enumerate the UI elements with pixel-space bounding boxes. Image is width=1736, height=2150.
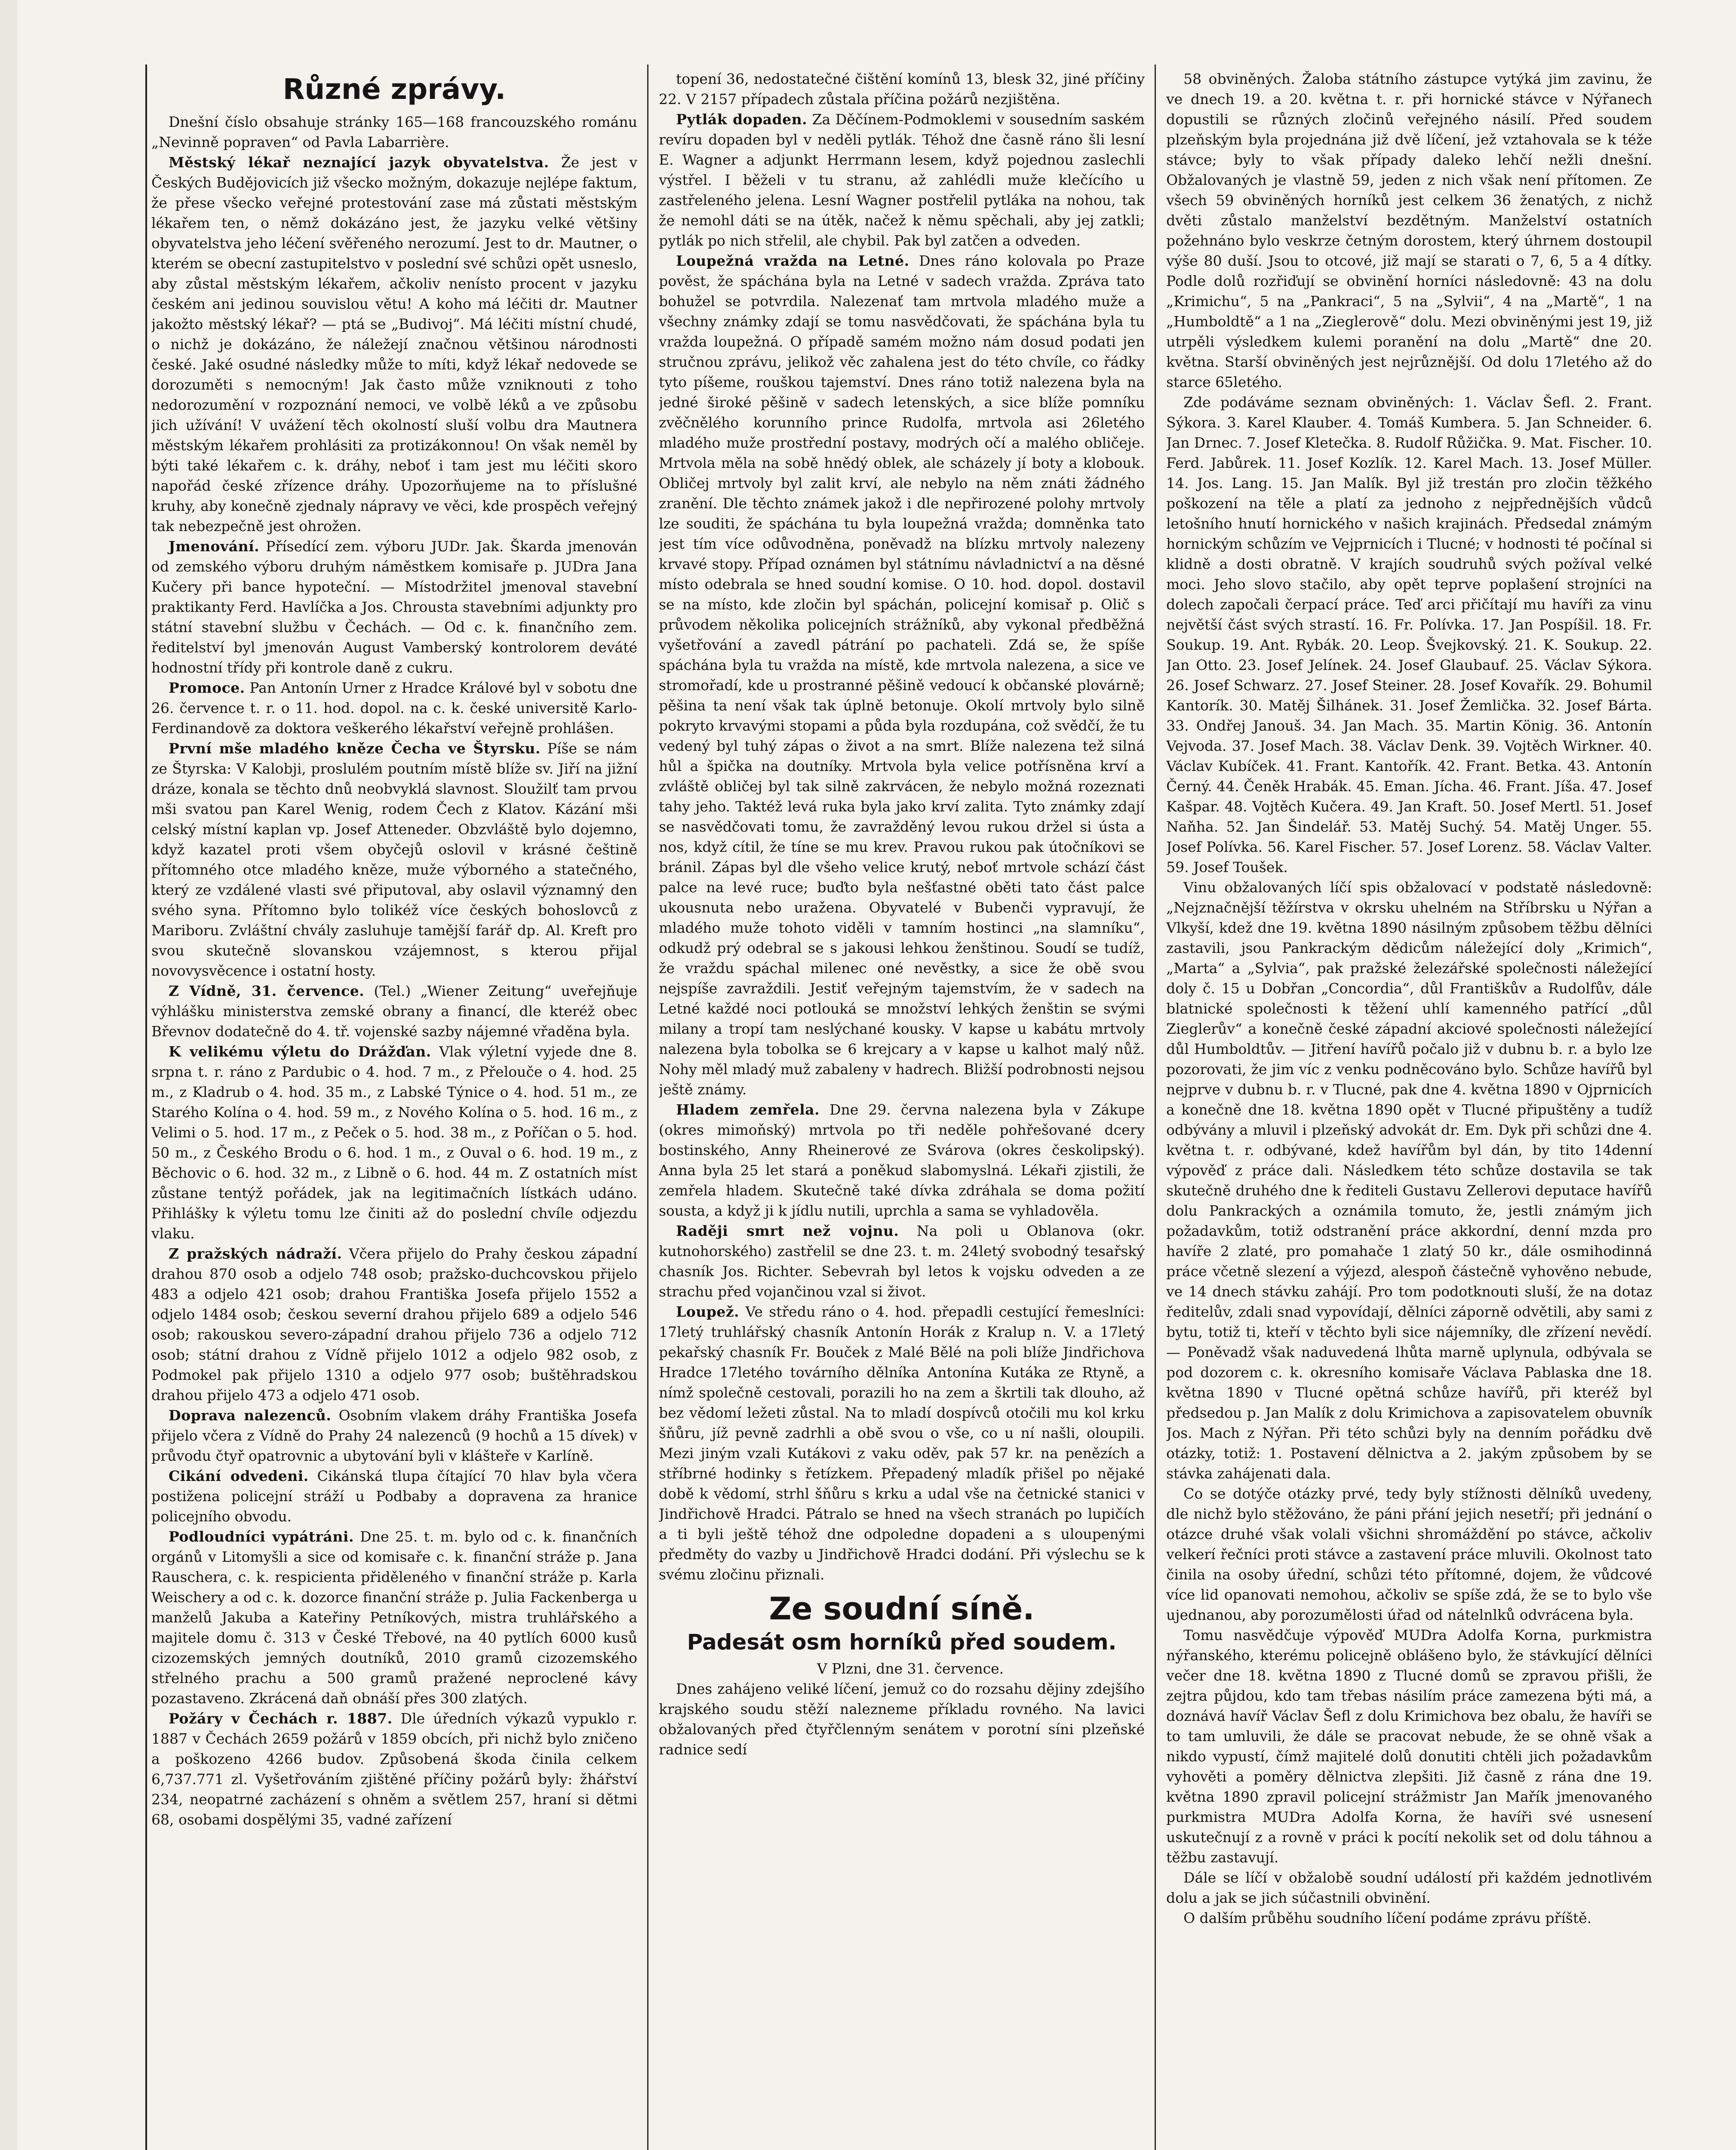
article-text: Přísedící zem. výboru JUDr. Jak. Škarda jmenován od zemského výboru druhým náměstkem komisaře p. JUDra Jana Kučery při bance hypoteční. — Místodržitel jmenoval stavební praktikanty Ferd. Havlíčka a Jos. Chrousta stavebními adjunkty pro státní stavební službu v Čechách. — Od c. k. finančního zem. ředitelství byl jmenován August Vamberský kontrolorem deváté hodnostní třídy při kontrole daně z cukru.	[151, 538, 637, 676]
article-paragraph	[1166, 69, 1652, 392]
article-rubric: Hladem zemřela.	[676, 1101, 820, 1118]
article-paragraph	[151, 1041, 637, 1244]
article-rubric: Podloudníci vypátráni.	[169, 1528, 354, 1545]
article-rubric: Promoce.	[169, 679, 245, 696]
article-rubric: Z Vídně, 31. července.	[169, 983, 365, 999]
article-paragraph	[1166, 877, 1652, 1484]
article-paragraph	[151, 1466, 637, 1526]
article-paragraph	[151, 536, 637, 678]
article-list	[1166, 69, 1652, 1928]
article-text: Dle úředních výkazů vypuklo r. 1887 v Čechách 2659 požárů v 1859 obcích, při nichž bylo zničeno a poškozeno 4266 budov. Způsobená škoda činila celkem 6,737.771 zl. Vyšetřováním zjištěné příčiny požárů byly: žhářství 234, neopatrné zacházení s ohněm a světlem 257, hraní si dětmi 68, osobami dospělými 35, vadné zařízení	[151, 1710, 637, 1828]
article-text: Za Děčínem-Podmoklemi v sousedním saském revíru dopaden byl v neděli pytlák. Téhož dne časně ráno šli lesní E. Wagner a adjunkt Herrmann lesem, když pojednou zaslechli výstřel. I běželi v tu stranu, až zahlédli muže klečícího u zastřeleného jelena. Lesní Wagner postřelil pytláka na nohou, tak že nemohl dáti se na útěk, načež k němu spěchali, aby jej zatkli; pytlák po nich střelil, ale chybil. Pak byl zatčen a odveden.	[659, 111, 1145, 249]
article-paragraph	[151, 981, 637, 1041]
article-paragraph	[1166, 1867, 1652, 1908]
article-paragraph	[151, 1405, 637, 1466]
article-rubric: Pytlák dopaden.	[676, 111, 808, 128]
article-paragraph	[1166, 1625, 1652, 1867]
article-rubric: Požáry v Čechách r. 1887.	[169, 1710, 393, 1727]
article-text: Osobním vlakem dráhy Františka Josefa přijelo včera z Vídně do Prahy 24 nalezenců (9 hochů a 15 dívek) v průvodu čtyř opatrovnic a ubytování byli v klášteře v Karlíně.	[151, 1407, 637, 1464]
page-edge	[0, 0, 17, 2150]
article-rubric: Raději smrt než vojnu.	[676, 1222, 899, 1239]
article-paragraph	[659, 1100, 1145, 1221]
section-heading: Různé zprávy.	[283, 73, 506, 106]
column-middle	[659, 69, 1145, 2150]
article-list	[151, 112, 637, 1830]
article-paragraph	[1166, 392, 1652, 877]
article-text: 58 obviněných. Žaloba státního zástupce vytýká jim zavinu, že ve dnech 19. a 20. května t. r. při hornické stávce v Nýřanech dopustili se různých zločinů veřejného násilí. Před soudem plzeňským byla projednána již dvě líčení, jež vztahovala se k téže stávce; byly to však případy daleko lehčí nežli dnešní. Obžalovaných je vlastně 59, jeden z nich však není přítomen. Ze všech 59 obviněných horníků jest celkem 36 ženatých, z nichž dvěti zůstalo manželství bezdětným. Manželství ostatních požehnáno bylo veskrze četným dorostem, který úhrnem dostoupil výše 80 duší. Jsou to otcové, již mají se starati o 7, 6, 5 a 4 dítky. Podle dolů rozřiďují se obvinění horníci následovně: 43 na dolu „Krimichu“, 5 na „Pankraci“, 5 na „Sylvii“, 4 na „Martě“, 1 na „Humboldtě“ a 1 na „Zieglerově“ dolu. Mezi obviněnými jest 19, již utrpěli výsledkem kulemi poranění na dolu „Martě“ dne 20. května. Starší obviněných jest nejrůznější. Od dolu 17letého až do starce 65letého.	[1166, 71, 1652, 390]
article-paragraph	[659, 69, 1145, 109]
article-rubric: Jmenování.	[169, 538, 260, 555]
article-text: Dnešní číslo obsahuje stránky 165—168 francouzského románu „Nevinně popraven“ od Pavla Labarrière.	[151, 114, 637, 150]
article-text: Dále se líčí v obžalobě soudní událostí při každém jednotlivém dolu a jak se jich súčastnili obvinění.	[1166, 1869, 1652, 1906]
article-text: Pan Antonín Urner z Hradce Králové byl v sobotu dne 26. července t. r. o 11. hod. dopol. na c. k. české universitě Karlo-Ferdinandově za doktora veškerého lékařství veřejně prohlášen.	[151, 679, 637, 737]
court-section-title: Ze soudní síně.	[769, 1591, 1035, 1627]
article-rubric: Z pražských nádraží.	[169, 1245, 342, 1262]
article-rubric: K velikému výletu do Drážďan.	[169, 1043, 431, 1060]
article-paragraph	[151, 738, 637, 981]
column-left	[151, 69, 637, 2150]
article-paragraph	[151, 1526, 637, 1708]
dateline: V Plzni, dne 31. července.	[817, 1660, 1004, 1677]
article-paragraph	[151, 1708, 637, 1830]
court-section-subtitle: Padesát osm horníků před soudem.	[687, 1630, 1117, 1655]
article-text: Cikánská tlupa čítající 70 hlav byla včera postižena policejní stráží u Podbaby a dopravena za hranice policejního obvodu.	[151, 1468, 637, 1525]
article-text: Tomu nasvědčuje výpověď MUDra Adolfa Korna, purkmistra nýřanského, kterému policejně oblášeno bylo, že stávkující dělníci večer dne 18. května 1890 z Tlucné domů se zpravou přišli, že zejtra půjdou, kdo tam třebas násilím práce zamezena býti má, a doznává havíř Václav Šefl z dolu Krimichova bez obalu, že havíři se to tam umluvili, že dále se pracovat nebude, že se ohně však a nikdo vypustí, čímž majitelé dolů donutiti chtěli jich požadavkům vyhověti a poměry dělnictva zlepšiti. Již časně z rána dne 19. května 1890 zpravil policejní strážmistr Jan Mařík jmenovaného purkmistra MUDra Adolfa Korna, že havíři své usnesení uskutečnují z a rovně v práci k pocítí nekolik set od dolu táhnou a těžbu zastavují.	[1166, 1627, 1652, 1866]
column-rule	[1155, 64, 1156, 2150]
article-text: (Tel.) „Wiener Zeitung“ uveřejňuje výhlášku ministerstva zemské obrany a financí, dle kteréž obec Břevnov dodatečně do 4. tř. vojenské sazby nájemné vřaděna byla.	[151, 983, 637, 1040]
article-text: Vlak výletní vyjede dne 8. srpna t. r. ráno z Pardubic o 4. hod. 7 m., z Přelouče o 4. hod. 25 m., z Kladrub o 4. hod. 35 m., z Labské Týnice o 4. hod. 51 m., ze Starého Kolína o 4. hod. 59 m., z Nového Kolína o 5. hod. 16 m., z Velimi o 5. hod. 17 m., z Peček o 5. hod. 38 m., z Poříčan o 5. hod. 50 m., z Českého Brodu o 6. hod. 1 m., z Ouval o 6. hod. 19 m., z Běchovic o 6. hod. 32 m., z Libně o 6. hod. 44 m. Z ostatních míst zůstane tentýž pořádek, jak na legitimačních lístkách udáno. Přihlášky k výletu tomu lze činiti až do poslední chvíle odjezdu vlaku.	[151, 1043, 637, 1242]
article-text: Dne 29. června nalezena byla v Zákupe (okres mimoňský) mrtvola po tři neděle pohřešované dcery bostinského, Anny Rheinerové ze Svárova (okres českolipský). Anna byla 25 let stará a poněkud slabomyslná. Lékaři zjistili, že zemřela hladem. Skutečně také dívka zdráhala se doma požití sousta, a když ji k jídlu nutili, uprchla a sama se vyhladověla.	[659, 1101, 1145, 1219]
article-text: Zde podáváme seznam obviněných: 1. Václav Šefl. 2. Frant. Sýkora. 3. Karel Klauber. 4. Tomáš Kumbera. 5. Jan Schneider. 6. Jan Drnec. 7. Josef Kletečka. 8. Rudolf Růžička. 9. Mat. Fischer. 10. Ferd. Jabůrek. 11. Josef Kozlík. 12. Karel Mach. 13. Josef Müller. 14. Jos. Lang. 15. Jan Malík. Byl již trestán pro zločin těžkého poškození na těle a platí za jednoho z nejpřednějších vůdců letošního hnutí hornického v našich krajinách. Předsedal známým hornickým schůzím ve Vejprnicích i Tlucné; v hodnosti té počínal si klidně a dosti obratně. V krajích soudruhů svých požíval velké moci. Jeho slovo stačilo, aby opět teprve poplašení strojníci na dolech započali čerpací práce. Teď arci přičítají mu havíři za vinu největší část svých strastí. 16. Fr. Polívka. 17. Jan Pospíšil. 18. Fr. Soukup. 19. Ant. Rybák. 20. Leop. Švejkovský. 21. K. Soukup. 22. Jan Otto. 23. Josef Jelínek. 24. Josef Glaubauf. 25. Václav Sýkora. 26. Josef Schwarz. 27. Josef Steiner. 28. Josef Kovařík. 29. Bohumil Kantorík. 30. Matěj Šilhánek. 31. Josef Žemlička. 32. Josef Bárta. 33. Ondřej Janouš. 34. Jan Mach. 35. Martin König. 36. Antonín Vejvoda. 37. Josef Mach. 38. Václav Denk. 39. Vojtěch Wirkner. 40. Václav Kubíček. 41. Frant. Kantořík. 42. Frant. Betka. 43. Antonín Černý. 44. Čeněk Hrabák. 45. Eman. Jícha. 46. Frant. Jíša. 47. Josef Kašpar. 48. Vojtěch Kučera. 49. Jan Kraft. 50. Josef Mertl. 51. Josef Naňha. 52. Jan Šindelář. 53. Matěj Suchý. 54. Matěj Unger. 55. Josef Polívka. 56. Karel Fischer. 57. Josef Lorenz. 58. Václav Valter. 59. Josef Toušek.	[1166, 394, 1652, 875]
court-section-body: Dnes zahájeno veliké líčení, jemuž co do rozsahu dějiny zdejšího krajského soudu stěží nalezneme příkladu rovného. Na lavici obžalovaných před čtyřčlenným senátem v porotní síni plzeňské radnice sedí	[659, 1680, 1145, 1758]
article-rubric: Městský lékař neznající jazyk obyvatelstva.	[169, 154, 549, 171]
article-text: Na poli u Oblanova (okr. kutnohorského) zastřelil se dne 23. t. m. 24letý svobodný tesařský chasník Jos. Richter. Sebevrah byl letos k vojsku odveden a ze strachu před vojančinou vzal si život.	[659, 1222, 1145, 1300]
article-text: Dne 25. t. m. bylo od c. k. finančních orgánů v Litomyšli a sice od komisaře c. k. finanční stráže p. Jana Rauschera, c. k. respicienta přiděleného v finanční stráže p. Karla Weischery a od c. k. dozorce finanční stráže p. Julia Fackenberga u manželů Jakuba a Kateřiny Petníkových, mistra truhlářského a majitele domu č. 313 v České Třebové, na 40 pytlích 6000 kusů cizozemských jemných doutníků, 2010 gramů cizozemského střelného prachu a 500 gramů pražené neproclené kávy pozastaveno. Zkrácená daň obnáší přes 300 zlatých.	[151, 1528, 637, 1707]
article-paragraph	[659, 1221, 1145, 1302]
article-paragraph	[151, 152, 637, 536]
article-paragraph	[151, 678, 637, 738]
article-paragraph	[659, 1302, 1145, 1585]
article-rubric: První mše mladého kněze Čecha ve Štyrsku.	[169, 740, 541, 757]
article-paragraph	[659, 109, 1145, 251]
article-text: Píše se nám ze Štyrska: V Kalobji, proslulém poutním místě blíže sv. Jiří na jižní dráze, konala se těchto dnů neobvyklá slavnost. Sloužilť tam prvou mši svatou pan Karel Wenig, rodem Čech z Klatov. Kázání mši celský místní kaplan vp. Josef Atteneder. Obzvláště bylo dojemno, když kazatel proti všem obyčejů oslovil v krásné češtině přítomného otce mladého kněze, muže výborného a statečného, který ze vzdálené vlasti své připutoval, aby oslavil významný den svého syna. Přítomno bylo tolikéž více českých bohoslovců z Mariboru. Zvláštní chvály zasluhuje tamější farář dp. Al. Kreft pro svou skutečně slovanskou vzájemnost, s kterou přijal novovysvěcence i ostatní hosty.	[151, 740, 637, 979]
article-rubric: Loupež.	[676, 1303, 740, 1320]
article-text: Včera přijelo do Prahy českou západní drahou 870 osob a odjelo 748 osob; pražsko-duchcovskou přijelo 483 a odjelo 421 osob; drahou Františka Josefa přijelo 1552 a odjelo 1484 osob; českou severní drahou přijelo 689 a odjelo 546 osob; rakouskou severo-západní drahou přijelo 736 a odjelo 712 osob; státní drahou z Vídně přijelo 1012 a odjelo 982 osob, z Podmokel pak přijelo 1310 a odjelo 977 osob; buštěhradskou drahou přijelo 473 a odjelo 471 osob.	[151, 1245, 637, 1404]
article-rubric: Cikání odvedeni.	[169, 1468, 309, 1484]
page-frame	[145, 64, 1722, 2150]
article-paragraph	[1166, 1908, 1652, 1928]
article-text: Dnes ráno kolovala po Praze pověst, že spáchána byla na Letné v sadech vražda. Zpráva tato bohužel se potvrdila. Nalezenať tam mrtvola mladého muže a všechny známky zdají se tomu nasvědčovati, že spáchána byla tu vražda loupežná. O případě samém možno nám dosud podati jen stručnou zprávu, jelikož věc zahalena jest do této chvíle, co řádky tyto píšeme, rouškou tajemství. Dnes ráno totiž nalezena byla na jedné široké pěšině v sadech letenských, a sice blíže pomníku zvěčnělého korunního prince Rudolfa, mrtvola asi 26letého mladého muže prostřední postavy, modrých očí a malého obličeje. Mrtvola měla na sobě hnědý oblek, ale scházely jí boty a klobouk. Obličej mrtvoly byl zalit krví, ale nebylo na něm znáti žádného zranění. Dle těchto známek jakož i dle nepřirozené polohy mrtvoly lze souditi, že spáchána tu byla loupežná vražda; domněnka tato jest tím více odůvodněna, poněvadž na blízku mrtvoly nalezeny krvavé stopy. Případ oznámen byl státnímu návladnictví a na děsné místo odebrala se hned soudní komise. O 10. hod. dopol. dostavil se na místo, kde zločin byl spáchán, policejní komisař p. Olič s průvodem několika policejních strážníků, aby vykonal předběžná vyšetřování a zavedl pátrání po pachateli. Zdá se, že spíše spáchána byla tu vražda na místě, kde mrtvola nalezena, a sice ve stromořadí, kde u prostranné pěšině vedoucí k občanské plovárně; pěšina ta není však tak úplně betonuje. Okolí mrtvoly bylo silně pokryto krvavými stopami a půda byla rozdupána, což svědčí, že tu vedený byl tuhý zápas o život a na smrt. Blíže nalezena tež silná hůl a špička na doutníky. Mrtvola byla velice potřísněna krví a zvláště obličej byl tak silně zakrvácen, že nebylo možná rozeznati tahy jeho. Taktéž levá ruka byla jako krví zalita. Tyto známky zdají se nasvědčovati tomu, že zavražděný levou rukou držel si ústa a nos, když cítil, že tíne se mu krev. Pravou rukou pak útočníkovi se bránil. Zápas byl dle všeho velice krutý, neboť mrtvole schází část palce na levé ruce; buďto byla nešťastné oběti tato část palce ukousnuta nebo uražena. Obyvatelé v Bubenči vypravují, že mladého muže tohoto viděli v tamním hostinci „na slamníku“, odkudž prý odebral se s jakousi lehkou ženštinou. Soudí se tudíž, že vraždu spáchal milenec oné nevěstky, a sice že obě svou nejspíše zavraždili. Jestiť veřejným tajemstvím, že v sadech na Letné každé noci potlouká se množství lehkých ženštin se svými milany a tropí tam neslýchané kousky. V kapse u kabátu mrtvoly nalezena byla tobolka se 6 krejcary a v kapse u kalhot malý nůž. Nohy měl mladý muž zabaleny v hadrech. Bližší podrobnosti nejsou ještě známy.	[659, 252, 1145, 1098]
article-text: O dalším průběhu soudního líčení podáme zprávu příště.	[1183, 1910, 1592, 1926]
column-rule	[647, 64, 648, 2150]
article-paragraph	[1166, 1484, 1652, 1625]
column-right	[1166, 69, 1652, 2150]
article-rubric: Doprava nalezenců.	[169, 1407, 332, 1424]
article-paragraph	[151, 1244, 637, 1405]
article-text: Ve středu ráno o 4. hod. přepadli cestující řemeslníci: 17letý truhlářský chasník Antonín Horák z Kralup n. V. a 17letý pekařský chasník Fr. Bouček z Malé Bělé na poli blíže Jindřichova Hradce 17letého továrního dělníka Antonína Kutáka ze Rtyně, a nímž společně cestovali, porazili ho na zem a škrtili tak dlouho, až bez vědomí ležeti zůstal. Na to mladí dospívců otočili mu kol krku šňůru, jíž pevně zadrhli a obě svou o vše, co u ní našli, oloupili. Mezi jiným vzali Kutákovi z vaku oděv, pak 57 kr. na penězích a stříbrné hodinky s řetízkem. Přepadený mladík přišel po nějaké době k vědomí, strhl šňůru s krku a udal vše na četnické stanici v Jindřichově Hradci. Pátralo se hned na všech stranách po lupičích a ti byli ještě téhož dne odpoledne dopadeni a s uloupenými předměty do vazby u Jindřichově Hradci dodání. Při výslechu se k svému zločinu přiznali.	[659, 1303, 1145, 1583]
article-paragraph	[659, 251, 1145, 1100]
article-text: topení 36, nedostatečné čištění komínů 13, blesk 32, jiné příčiny 22. V 2157 případech zůstala příčina požárů nezjištěna.	[659, 71, 1145, 108]
article-rubric: Loupežná vražda na Letné.	[676, 252, 909, 269]
article-paragraph	[151, 112, 637, 152]
article-text: Vinu obžalovaných líčí spis obžalovací v podstatě následovně: „Nejznačnější těžírstva v okrsku uhelném na Stříbrsku u Nýřan a Vlkyší, kdež dne 19. května 1890 násilným způsobem těžbu dělníci zastavili, jsou Pankrackým dědicům náležející doly „Krimich“, „Marta“ a „Sylvia“, pak pražské železářské společnosti náležející doly č. 15 u Dobřan „Concordia“, důl Františkův a Rudolfův, dále blatnické společnosti k těžení uhlí kamenného patřící „důl Zieglerův“ a konečně české západní akciové společnosti náležející důl Humboldtův. — Jitření havířů počalo již v dubnu b. r. a bylo lze pozorovati, že jim víc z venku podněcováno bylo. Schůze havířů byl nejprve v dubnu b. r. v Tlucné, pak dne 4. května 1890 v Ojprnicích a konečně dne 18. května 1890 opět v Tlucné připuštěny a tudíž odbývány a mluvil i plzeňský advokát dr. Em. Dyk při schůzi dne 4. května t. r. odbývané, kdež havířům byl dán, by tito 14denní výpověď z práce dali. Následkem této schůze dostavila se tak skutečně druhého dne k řediteli Gustavu Zellerovi deputace havířů dolu Pankrackých a oznámila tomuto, že, jestli známým jich požadavkům, totiž odstranění práce akkordní, denní mzda pro havíře 2 zlaté, pro pomahače 1 zlatý 50 kr., dále osmihodinná práce včetně slezení a výjezd, alespoň částečně vyhověno nebude, ve 14 dnech stávku zahájí. Pro tom podotknouti sluší, že na dotaz ředitelův, zdali snad vypovídají, dělníci záporně odvětili, aby sami z bytu, totiž ti, kteří v těchto byli sice nájemníky, dle zřízení nevědí. — Poněvadž však naduvedená lhůta marně uplynula, odbývala se pod dozorem c. k. okresního komisaře Václava Pablaska dne 18. května 1890 v Tlucné opětná schůze havířů, při kteréž byl předsedou p. Jan Malík z dolu Krimichova a zapisovatelem obuvník Jos. Mach z Nýřan. Při této schůzi byly na denním pořádku dvě otázky, totiž: 1. Postavení dělnictva a 2. jakým způsobem by se stávka zahájenati dala.	[1166, 879, 1652, 1482]
article-text: Co se dotýče otázky prvé, tedy byly stížnosti dělníků uvedeny, dle nichž bylo stěžováno, že páni přání jejich nesetří; při jednání o otázce druhé však volali všichni shromáždění po stávce, ačkoliv velkerí řečníci proti stávce a zastavení práce mluvili. Okolnost tato činila na osoby úřední, schůzi této přítomné, dojem, že vůdcové více lid opanovati nemohou, ačkoliv se spíše zdá, že se to bylo vše ujednanou, aby porozumělosti úřad od nátelnlků odvrácena byla.	[1166, 1485, 1652, 1623]
article-text: Že jest v Českých Budějovicích již všecko možným, dokazuje nejlépe faktum, že přese všecko veřejné protestování zase má zůstati městským lékařem ten, o němž dokázáno jest, že jazyku velké většiny obyvatelstva jeho léčení svěřeného nerozumí. Jest to dr. Mautner, o kterém se obecní zastupitelstvo v poslední své schůzi opět usneslo, aby zůstal městským lékařem, ačkoliv nenísto procent v jazyku českém ani jedinou souvislou větu! A koho má léčiti dr. Mautner jakožto městský lékař? — ptá se „Budivoj“. Má léčiti místní chudé, o nichž je dokázáno, že náležejí značnou většinou národnosti české. Jaké osudné následky může to míti, když lékař nedovede se dorozuměti s nemocným! Jak často může vzniknouti z toho nedorozumění v rozpoznání nemoci, ve volbě léků a ve způsobu jich užívání! V uvážení těch okolností sluší volbu dra Mautnera městským lékařem prohlásiti za protizákonnou! On však neměl by býti také lékařem c. k. dráhy, neboť i tam jest mu léčiti skoro napořád české zřízence dráhy. Upozorňujeme na to příslušné kruhy, aby konečně zjednaly nápravy ve věci, kde prospěch veřejný tak nebezpečně jest ohrožen.	[151, 154, 637, 534]
article-list	[659, 69, 1145, 1585]
